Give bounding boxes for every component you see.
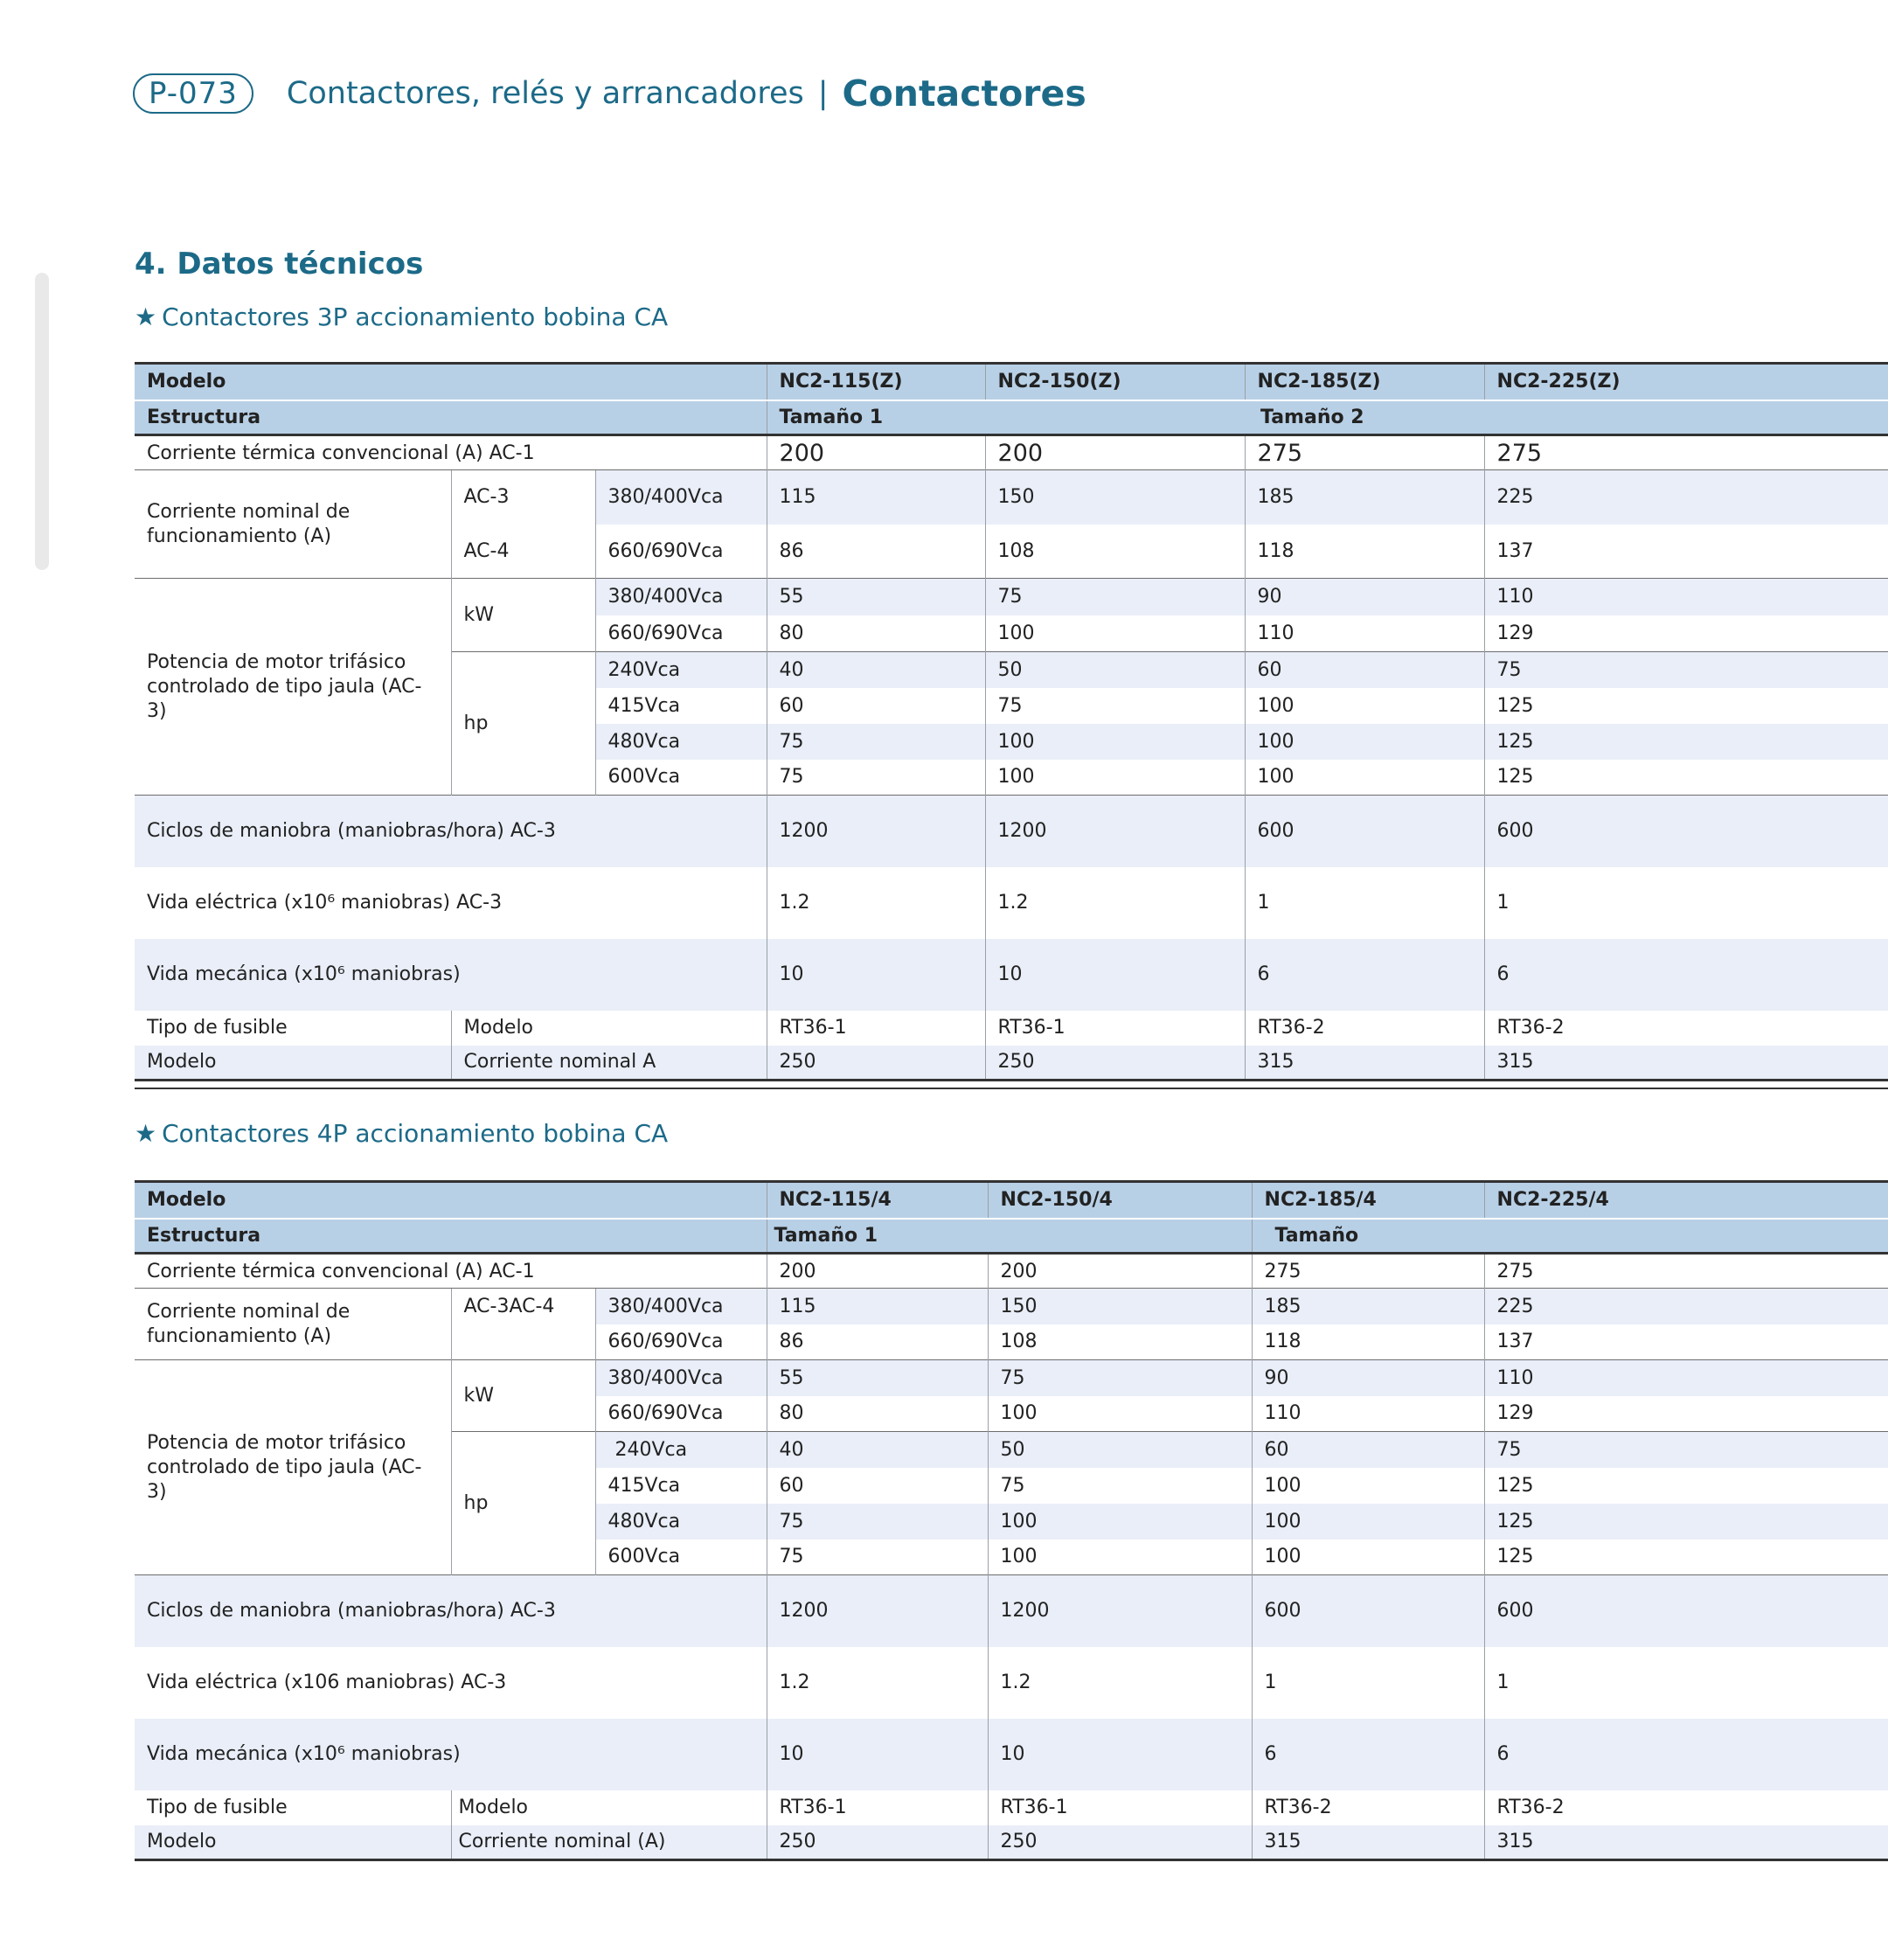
table-row	[135, 1046, 1888, 1081]
table-cell: 80	[767, 1396, 988, 1432]
row-label: Vida eléctrica (x10⁶ maniobras) AC-3	[147, 891, 503, 914]
sub-label: hp	[451, 1432, 595, 1575]
model-header: NC2-185(Z)	[1245, 364, 1484, 400]
row-label: Corriente nominal de funcionamiento (A)	[135, 470, 451, 579]
table-cell: 40	[767, 1432, 988, 1468]
table-cell: 150	[985, 470, 1245, 525]
subtitle-text: Contactores 3P accionamiento bobina CA	[162, 302, 669, 331]
table-cell: 100	[985, 615, 1245, 652]
table-cell: 200	[985, 435, 1245, 470]
table-cell: 75	[985, 579, 1245, 615]
table-cell: 200	[988, 1254, 1252, 1289]
voltage-label: 240Vca	[595, 1432, 767, 1468]
star-icon: ★	[135, 1119, 157, 1148]
table-cell: 315	[1484, 1825, 1888, 1860]
table-cell: 90	[1245, 579, 1484, 615]
table-cell: 1200	[988, 1575, 1252, 1647]
table-cell: 60	[767, 688, 985, 724]
table-cell: 6	[1252, 1719, 1484, 1790]
table-row	[135, 939, 1888, 1011]
row-label: Vida mecánica (x10⁶ maniobras)	[135, 1719, 767, 1790]
table-cell: 315	[1484, 1046, 1888, 1081]
table-cell: RT36-2	[1484, 1011, 1888, 1046]
table-cell: 110	[1245, 615, 1484, 652]
table-cell: 600	[1484, 1575, 1888, 1647]
model-header: NC2-150/4	[988, 1182, 1252, 1219]
model-header: NC2-225(Z)	[1484, 364, 1888, 400]
spec-table-4p	[135, 1180, 1888, 1861]
voltage-label: 660/690Vca	[595, 615, 767, 652]
table-cell: 100	[1252, 1468, 1484, 1504]
breadcrumb-separator: |	[817, 76, 829, 111]
table-cell: 100	[988, 1504, 1252, 1540]
page-header	[133, 72, 1086, 115]
table-cell: RT36-2	[1484, 1790, 1888, 1825]
table-cell: 125	[1484, 1540, 1888, 1575]
table-cell: 100	[1245, 724, 1484, 760]
table-cell: 600	[1484, 796, 1888, 867]
table-cell: 150	[988, 1289, 1252, 1324]
table-cell: 1	[1484, 1647, 1888, 1719]
table-cell: 275	[1484, 1254, 1888, 1289]
table-cell: 10	[988, 1719, 1252, 1790]
voltage-label: 415Vca	[595, 1468, 767, 1504]
table-cell: 50	[985, 652, 1245, 688]
sub-label: Corriente nominal (A)	[451, 1825, 767, 1860]
table-cell: 6	[1245, 939, 1484, 1011]
model-header: NC2-115/4	[767, 1182, 988, 1219]
voltage-label: 380/400Vca	[595, 579, 767, 615]
table-cell: 118	[1245, 525, 1484, 579]
table-cell: 100	[1252, 1504, 1484, 1540]
table-cell: 75	[988, 1360, 1252, 1396]
table-cell: 250	[767, 1825, 988, 1860]
table-row	[135, 364, 1888, 400]
row-label: Potencia de motor trifásico controlado de tipo jaula (AC-3)	[135, 579, 451, 796]
table-cell: RT36-2	[1252, 1790, 1484, 1825]
section-title: Contactores	[842, 73, 1086, 115]
table-row	[135, 1360, 1888, 1396]
table-cell: 1	[1484, 867, 1888, 939]
model-header: NC2-225/4	[1484, 1182, 1888, 1219]
table-cell: 75	[1484, 1432, 1888, 1468]
subtitle-text: Contactores 4P accionamiento bobina CA	[162, 1119, 669, 1148]
table-cell: 275	[1245, 435, 1484, 470]
table-cell: 1.2	[985, 867, 1245, 939]
table-3p-subtitle	[135, 302, 668, 331]
table-row	[135, 1647, 1888, 1719]
table-cell: RT36-1	[988, 1790, 1252, 1825]
table-cell: 80	[767, 615, 985, 652]
table-row	[135, 1219, 1888, 1254]
row-label: Corriente térmica convencional (A) AC-1	[147, 1260, 535, 1282]
table-row	[135, 470, 1888, 525]
table-cell: 86	[767, 1324, 988, 1360]
table-4p-subtitle	[135, 1119, 668, 1148]
row-label: Ciclos de maniobra (maniobras/hora) AC-3	[135, 796, 767, 867]
table-cell: 115	[767, 470, 985, 525]
voltage-label: 600Vca	[595, 760, 767, 796]
table-cell: 75	[767, 760, 985, 796]
table-cell: 100	[988, 1396, 1252, 1432]
table-cell: RT36-1	[767, 1011, 985, 1046]
table-cell: 100	[1252, 1540, 1484, 1575]
voltage-label: 380/400Vca	[595, 1360, 767, 1396]
table-cell: 115	[767, 1289, 988, 1324]
breadcrumb: Contactores, relés y arrancadores	[286, 76, 804, 111]
row-label: Modelo	[135, 364, 767, 400]
table-cell: 100	[988, 1540, 1252, 1575]
voltage-label: 240Vca	[595, 652, 767, 688]
structure-cell: Tamaño 2	[1245, 400, 1888, 435]
structure-cell: Tamaño	[1252, 1219, 1888, 1254]
page-code-badge: P-073	[133, 73, 253, 114]
table-cell: 137	[1484, 525, 1888, 579]
table-cell: 100	[1245, 688, 1484, 724]
table-cell: RT36-1	[767, 1790, 988, 1825]
table-row	[135, 1825, 1888, 1860]
row-label: Potencia de motor trifásico controlado de tipo jaula (AC-3)	[135, 1360, 451, 1575]
table-cell: 75	[988, 1468, 1252, 1504]
table-cell: 315	[1252, 1825, 1484, 1860]
scrollbar[interactable]	[35, 273, 49, 570]
row-label: Tipo de fusible	[147, 1797, 288, 1818]
table-row	[135, 867, 1888, 939]
table-cell: 125	[1484, 724, 1888, 760]
row-label: Corriente nominal de funcionamiento (A)	[135, 1289, 451, 1360]
table-cell: 1200	[767, 796, 985, 867]
structure-cell: Tamaño 1	[767, 1219, 1252, 1254]
voltage-label: 660/690Vca	[595, 525, 767, 579]
table-cell: 86	[767, 525, 985, 579]
table-cell: 110	[1484, 1360, 1888, 1396]
table-cell: 225	[1484, 470, 1888, 525]
page-heading: 4. Datos técnicos	[135, 247, 424, 281]
table-cell: 250	[985, 1046, 1245, 1081]
table-cell: RT36-1	[985, 1011, 1245, 1046]
spec-table-3p	[135, 362, 1888, 1081]
row-label: Corriente térmica convencional (A) AC-1	[147, 441, 535, 464]
table-cell: RT36-2	[1245, 1011, 1484, 1046]
table-cell: 100	[985, 724, 1245, 760]
table-row	[135, 1254, 1888, 1289]
model-header: NC2-115(Z)	[767, 364, 985, 400]
table-cell: 100	[1245, 760, 1484, 796]
table-cell: 125	[1484, 688, 1888, 724]
table-row	[135, 435, 1888, 470]
row-label: Estructura	[135, 400, 767, 435]
table-row	[135, 796, 1888, 867]
table-cell: 1	[1245, 867, 1484, 939]
table-row	[135, 400, 1888, 435]
table-cell: 1200	[985, 796, 1245, 867]
voltage-label: 660/690Vca	[595, 1396, 767, 1432]
sub-label: Corriente nominal A	[451, 1046, 767, 1081]
table-cell: 75	[1484, 652, 1888, 688]
table-cell: 6	[1484, 1719, 1888, 1790]
table-cell: 100	[985, 760, 1245, 796]
sub-label: kW	[451, 1360, 595, 1432]
table-row	[135, 1575, 1888, 1647]
row-label: Ciclos de maniobra (maniobras/hora) AC-3	[135, 1575, 767, 1647]
sub-label: AC-4	[451, 525, 595, 579]
sub-label: AC-3AC-4	[451, 1289, 595, 1360]
table-cell: 200	[767, 435, 985, 470]
model-header: NC2-150(Z)	[985, 364, 1245, 400]
table-row	[135, 1011, 1888, 1046]
table-cell: 90	[1252, 1360, 1484, 1396]
voltage-label: 600Vca	[595, 1540, 767, 1575]
table-cell: 129	[1484, 1396, 1888, 1432]
table-cell: 10	[767, 939, 985, 1011]
row-label: Modelo	[135, 1825, 451, 1860]
table-cell: 60	[1245, 652, 1484, 688]
table-cell: 125	[1484, 760, 1888, 796]
model-header: NC2-185/4	[1252, 1182, 1484, 1219]
table-bottom-rule	[135, 1088, 1888, 1089]
table-cell: 1	[1252, 1647, 1484, 1719]
star-icon: ★	[135, 302, 157, 331]
table-cell: 185	[1245, 470, 1484, 525]
sub-label: kW	[451, 579, 595, 652]
table-cell: 75	[767, 724, 985, 760]
table-cell: 75	[767, 1540, 988, 1575]
table-cell: 40	[767, 652, 985, 688]
table-cell: 60	[767, 1468, 988, 1504]
table-cell: 600	[1245, 796, 1484, 867]
table-cell: 1.2	[767, 1647, 988, 1719]
voltage-label: 415Vca	[595, 688, 767, 724]
table-cell: 108	[985, 525, 1245, 579]
table-row	[135, 1719, 1888, 1790]
row-label: Vida eléctrica (x106 maniobras) AC-3	[147, 1671, 507, 1693]
table-cell: 1.2	[988, 1647, 1252, 1719]
table-cell: 1.2	[767, 867, 985, 939]
row-label: Vida mecánica (x10⁶ maniobras)	[135, 939, 767, 1011]
table-cell: 75	[985, 688, 1245, 724]
voltage-label: 660/690Vca	[595, 1324, 767, 1360]
table-cell: 118	[1252, 1324, 1484, 1360]
table-cell: 10	[767, 1719, 988, 1790]
table-cell: 137	[1484, 1324, 1888, 1360]
voltage-label: 380/400Vca	[595, 1289, 767, 1324]
structure-cell: Tamaño 1	[767, 400, 1245, 435]
table-cell: 275	[1252, 1254, 1484, 1289]
table-row	[135, 579, 1888, 615]
table-cell: 55	[767, 1360, 988, 1396]
table-cell: 50	[988, 1432, 1252, 1468]
table-cell: 110	[1484, 579, 1888, 615]
table-cell: 129	[1484, 615, 1888, 652]
voltage-label: 380/400Vca	[595, 470, 767, 525]
voltage-label: 480Vca	[595, 1504, 767, 1540]
table-cell: 60	[1252, 1432, 1484, 1468]
table-cell: 600	[1252, 1575, 1484, 1647]
table-cell: 225	[1484, 1289, 1888, 1324]
table-cell: 315	[1245, 1046, 1484, 1081]
table-cell: 10	[985, 939, 1245, 1011]
voltage-label: 480Vca	[595, 724, 767, 760]
table-cell: 1200	[767, 1575, 988, 1647]
table-cell: 108	[988, 1324, 1252, 1360]
sub-label: Modelo	[451, 1790, 767, 1825]
table-row	[135, 1790, 1888, 1825]
table-cell: 110	[1252, 1396, 1484, 1432]
row-label: Modelo	[135, 1182, 767, 1219]
sub-label: hp	[451, 652, 595, 796]
table-cell: 250	[767, 1046, 985, 1081]
table-cell: 125	[1484, 1504, 1888, 1540]
table-row	[135, 1289, 1888, 1324]
row-label: Modelo	[135, 1046, 451, 1081]
table-row	[135, 1182, 1888, 1219]
table-cell: 275	[1484, 435, 1888, 470]
row-label: Estructura	[135, 1219, 767, 1254]
table-cell: 55	[767, 579, 985, 615]
table-cell: 250	[988, 1825, 1252, 1860]
row-label: Tipo de fusible	[147, 1017, 288, 1039]
table-cell: 75	[767, 1504, 988, 1540]
table-cell: 125	[1484, 1468, 1888, 1504]
sub-label: Modelo	[451, 1011, 767, 1046]
table-cell: 185	[1252, 1289, 1484, 1324]
table-cell: 200	[767, 1254, 988, 1289]
table-cell: 6	[1484, 939, 1888, 1011]
sub-label: AC-3	[451, 470, 595, 525]
